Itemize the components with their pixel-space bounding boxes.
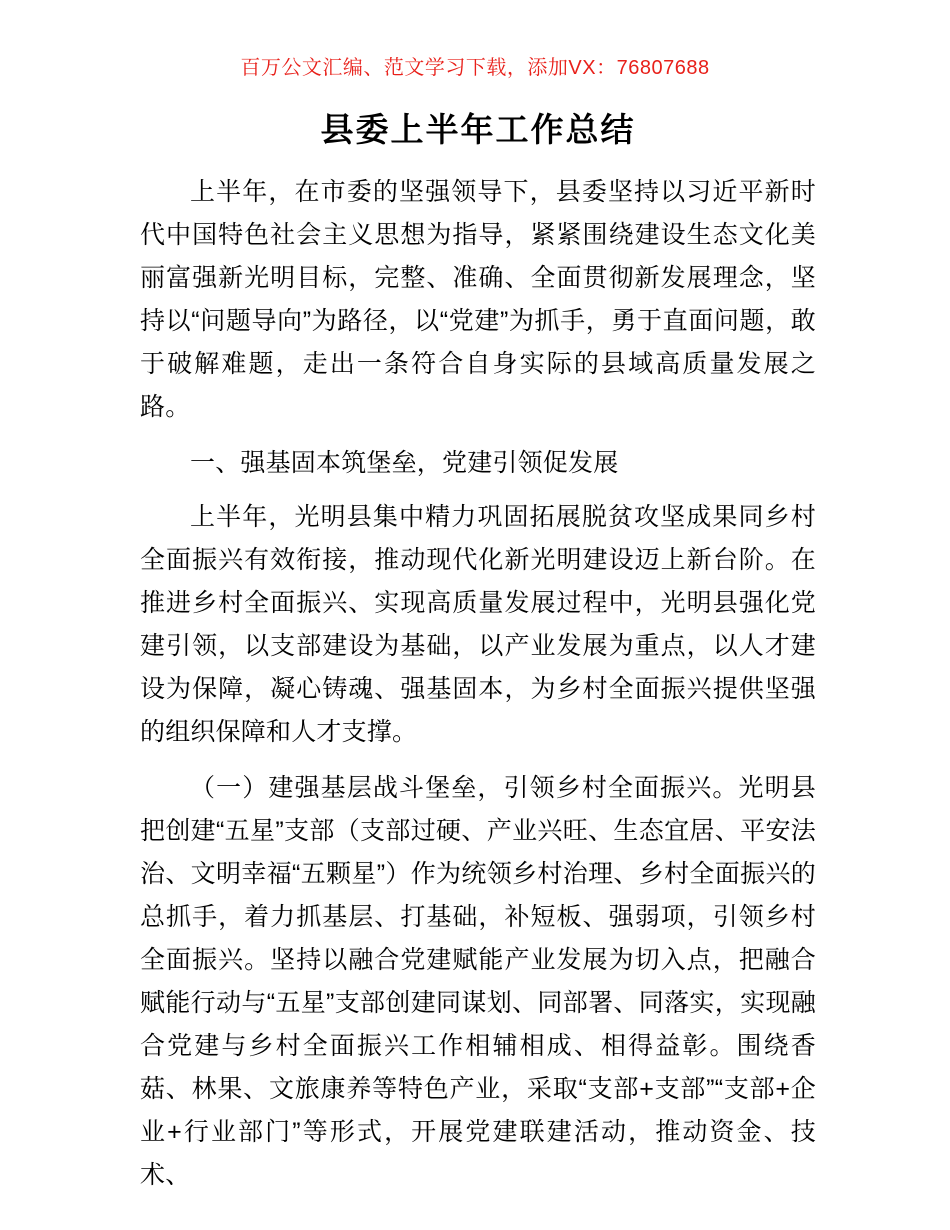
document-title: 县委上半年工作总结 (320, 111, 636, 148)
section-heading-1: 一、强基固本筑堡垒，党建引领促发展 (190, 449, 619, 477)
document-body (140, 108, 816, 1197)
paragraph-subsection-1: （一）建强基层战斗堡垒，引领乡村全面振兴。光明县把创建“五星”支部（支部过硬、产业兴旺、生态宜居、平安法治、文明幸福“五颗星”）作为统领乡村治理、乡村全面振兴的总抓手，着力抓基层、打基础，补短板、强弱项，引领乡村全面振兴。坚持以融合党建赋能产业发展为切入点，把融合赋能行动与“五星”支部创建同谋划、同部署、同落实，实现融合党建与乡村全面振兴工作相辅相成、相得益彰。围绕香菇、林果、文旅康养等特色产业，采取“支部+支部”“支部+企业+行业部门”等形式，开展党建联建活动，推动资金、技术、 (140, 774, 816, 1189)
paragraph-intro: 上半年，在市委的坚强领导下，县委坚持以习近平新时代中国特色社会主义思想为指导，紧紧围绕建设生态文化美丽富强新光明目标，完整、准确、全面贯彻新发展理念，坚持以“问题导向”为路径，以“党建”为抓手，勇于直面问题，敢于破解难题，走出一条符合自身实际的县域高质量发展之路。 (140, 178, 816, 421)
watermark-text: 百万公文汇编、范文学习下载，添加VX：76807688 (240, 57, 710, 79)
paragraph-section-overview: 上半年，光明县集中精力巩固拓展脱贫攻坚成果同乡村全面振兴有效衔接，推动现代化新光明建设迈上新台阶。在推进乡村全面振兴、实现高质量发展过程中，光明县强化党建引领，以支部建设为基础，以产业发展为重点，以人才建设为保障，凝心铸魂、强基固本，为乡村全面振兴提供坚强的组织保障和人才支撑。 (140, 503, 816, 746)
